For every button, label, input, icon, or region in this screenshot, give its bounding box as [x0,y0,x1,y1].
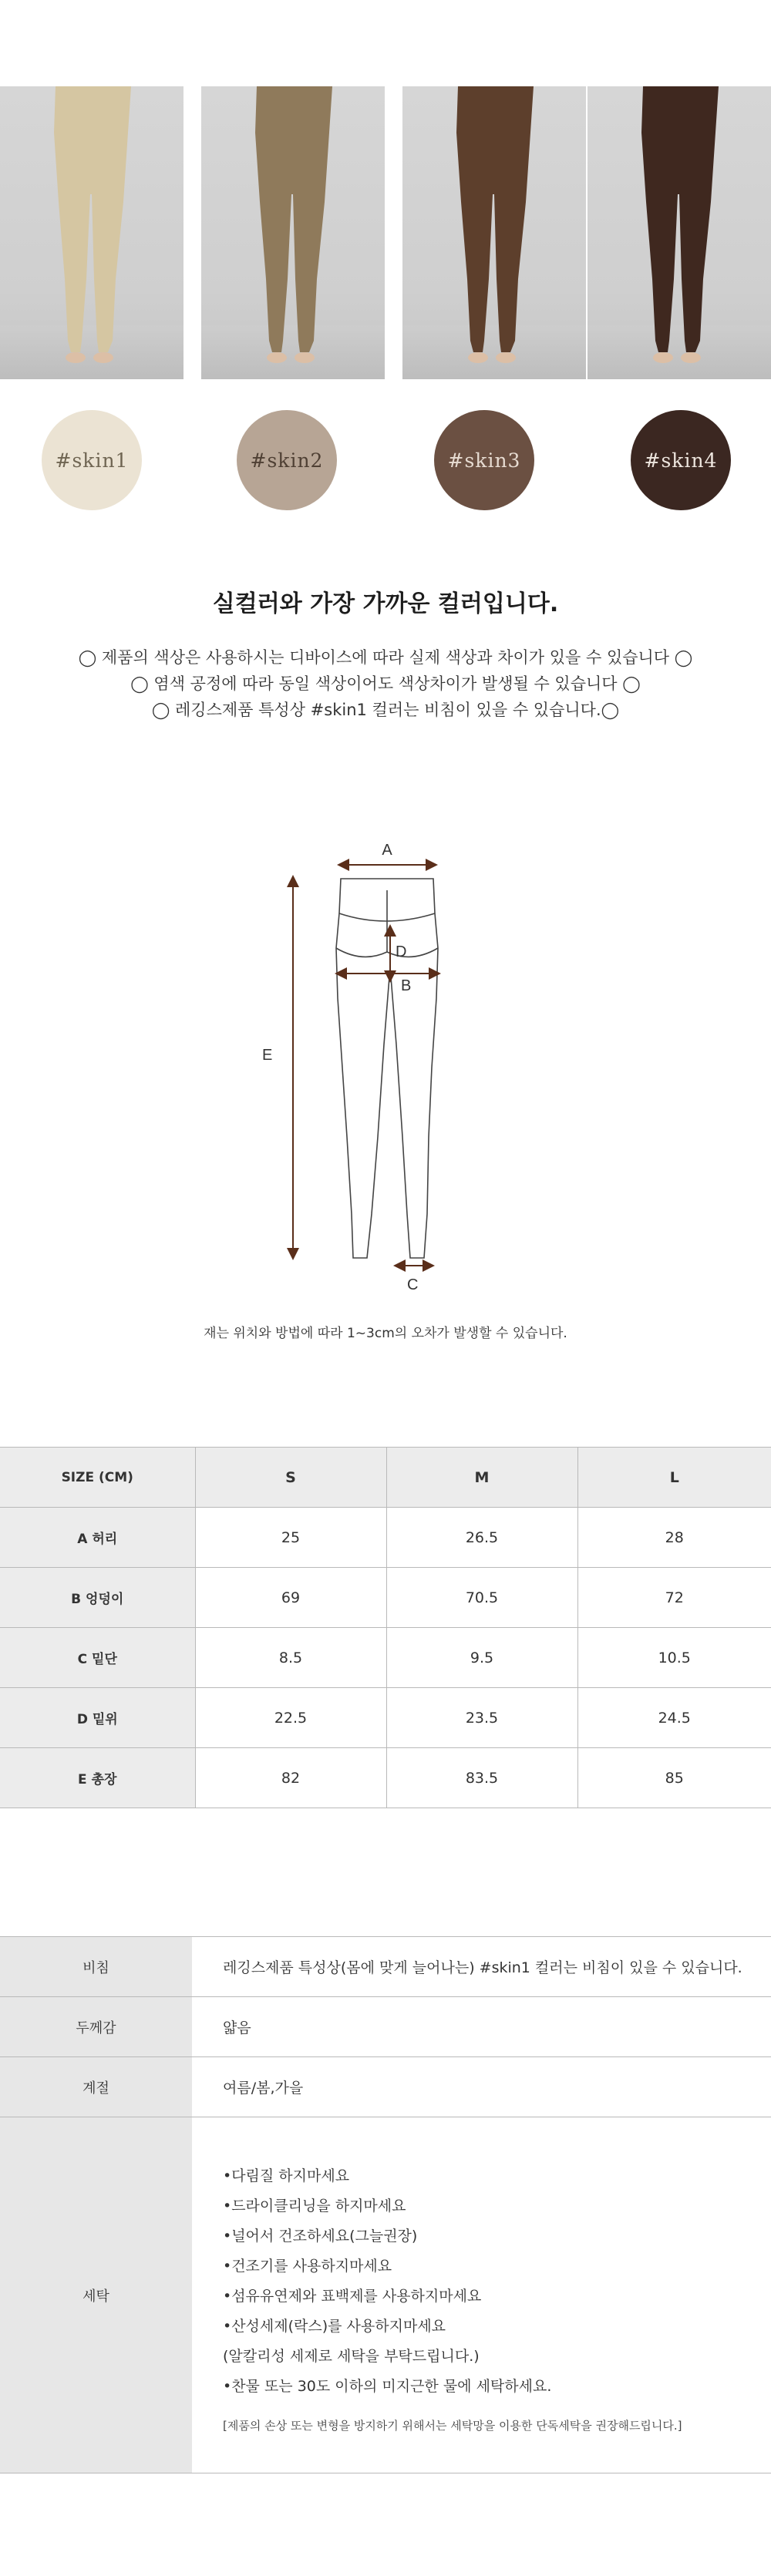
table-row [0,2057,771,2117]
size-row-label: E 총장 [0,1748,195,1808]
size-cell: 83.5 [386,1748,577,1808]
size-cell: 69 [195,1568,386,1628]
list-item: •드라이클리닝을 하지마세요 [223,2198,406,2214]
product-photo-skin1 [0,86,183,379]
wash-instructions [223,2157,771,2402]
measure-label-b: B [401,977,412,994]
size-cell: 70.5 [386,1568,577,1628]
color-note: ◯ 염색 공정에 따라 동일 색상이어도 색상차이가 발생될 수 있습니다 ◯ [130,674,641,693]
list-item: (알칼리성 세제로 세탁을 부탁드립니다.) [223,2348,480,2365]
measure-label-c: C [407,1276,419,1293]
info-label-wash: 세탁 [0,2117,192,2473]
product-photo-skin2 [201,86,385,379]
swatch-label: #skin1 [55,449,129,472]
measurement-diagram [239,813,532,1306]
size-row-label: D 밑위 [0,1688,195,1748]
color-swatch-skin2 [237,410,337,510]
list-item: •섬유유연제와 표백제를 사용하지마세요 [223,2288,482,2305]
list-item: •건조기를 사용하지마세요 [223,2258,392,2275]
size-table-header [0,1448,771,1508]
size-cell: 24.5 [577,1688,771,1748]
table-row [0,1997,771,2057]
info-value-wash [192,2117,771,2473]
size-cell: 26.5 [386,1508,577,1568]
product-photo-skin3 [402,86,586,379]
color-swatch-skin4 [631,410,731,510]
wash-footnote: [제품의 손상 또는 변형을 방지하기 위해서는 세탁망을 이용한 단독세탁을 권장해드립니다.] [223,2419,682,2433]
table-row [0,1628,771,1688]
swatch-label: #skin4 [644,449,718,472]
size-header-cell: M [386,1448,577,1508]
color-note: ◯ 레깅스제품 특성상 #skin1 컬러는 비침이 있을 수 있습니다.◯ [151,701,620,719]
measure-label-d: D [396,943,407,960]
color-swatch-skin3 [434,410,534,510]
leggings-outline [336,879,438,1258]
product-photos [0,86,771,379]
list-item: •산성세제(락스)를 사용하지마세요 [223,2318,446,2335]
info-label-sheer: 비침 [0,1937,192,1997]
product-info-table [0,1936,771,2473]
table-row [0,1688,771,1748]
size-cell: 23.5 [386,1688,577,1748]
size-cell: 85 [577,1748,771,1808]
size-cell: 82 [195,1748,386,1808]
table-row [0,1937,771,1997]
size-row-label: C 밑단 [0,1628,195,1688]
size-cell: 8.5 [195,1628,386,1688]
size-row-label: A 허리 [0,1508,195,1568]
table-row [0,1568,771,1628]
table-row [0,2117,771,2473]
color-headline: 실컬러와 가장 가까운 컬러입니다. [212,590,559,617]
info-value-season: 여름/봄,가을 [192,2057,771,2117]
measurement-caption: 재는 위치와 방법에 따라 1~3cm의 오차가 발생할 수 있습니다. [204,1326,567,1341]
size-cell: 22.5 [195,1688,386,1748]
color-note: ◯ 제품의 색상은 사용하시는 디바이스에 따라 실제 색상과 차이가 있을 수 있습니다 ◯ [78,648,693,667]
size-cell: 28 [577,1508,771,1568]
info-value-sheer: 레깅스제품 특성상(몸에 맞게 늘어나는) #skin1 컬러는 비침이 있을 수 있습니다. [192,1937,771,1997]
list-item: •찬물 또는 30도 이하의 미지근한 물에 세탁하세요. [223,2378,552,2395]
size-header-cell: S [195,1448,386,1508]
list-item: •다림질 하지마세요 [223,2167,350,2184]
size-cell: 25 [195,1508,386,1568]
table-row [0,1748,771,1808]
color-swatch-skin1 [42,410,142,510]
size-cell: 72 [577,1568,771,1628]
size-cell: 9.5 [386,1628,577,1688]
color-notes [0,644,771,723]
info-value-thickness: 얇음 [192,1997,771,2057]
info-label-season: 계절 [0,2057,192,2117]
measure-label-e: E [262,1047,273,1064]
size-row-label: B 엉덩이 [0,1568,195,1628]
measure-label-a: A [382,842,392,859]
size-cell: 10.5 [577,1628,771,1688]
size-header-cell: SIZE (CM) [0,1448,195,1508]
list-item: •널어서 건조하세요(그늘권장) [223,2228,418,2245]
info-label-thickness: 두께감 [0,1997,192,2057]
size-table [0,1447,771,1808]
table-row [0,1508,771,1568]
product-photo-skin4 [588,86,771,379]
swatch-label: #skin3 [447,449,521,472]
size-header-cell: L [577,1448,771,1508]
swatch-label: #skin2 [250,449,324,472]
